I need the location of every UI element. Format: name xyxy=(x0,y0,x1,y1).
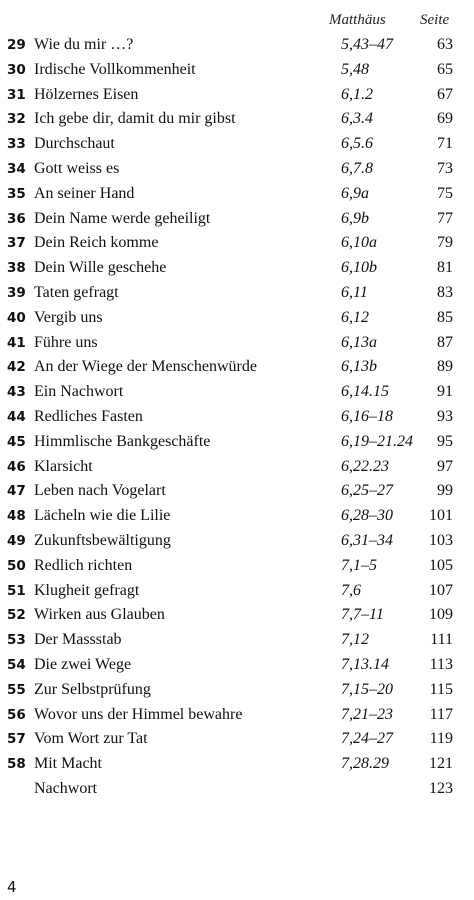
entry-reference: 7,21–23 xyxy=(341,705,393,723)
toc-entry xyxy=(0,358,474,383)
entry-page: 99 xyxy=(437,482,453,500)
entry-page: 67 xyxy=(437,85,453,103)
entry-page: 117 xyxy=(429,705,453,723)
entry-title: Zukunftsbewältigung xyxy=(34,531,171,549)
entry-number: 42 xyxy=(7,359,26,376)
entry-page: 63 xyxy=(437,36,453,53)
toc-entry xyxy=(0,160,474,185)
entry-title: Dein Wille geschehe xyxy=(34,259,167,277)
entry-number: 30 xyxy=(7,61,26,78)
entry-reference: 7,13.14 xyxy=(341,655,389,673)
entry-number: 46 xyxy=(7,458,26,475)
entry-page: 87 xyxy=(437,333,453,351)
toc-entry xyxy=(0,755,474,780)
entry-reference: 6,14.15 xyxy=(341,383,389,401)
entry-page: 71 xyxy=(437,135,453,153)
entry-reference: 7,7–11 xyxy=(341,606,384,624)
entry-reference: 7,6 xyxy=(341,581,361,599)
column-header-matthaeus: Matthäus xyxy=(329,12,386,28)
entry-title: Klarsicht xyxy=(34,457,93,475)
entry-page: 79 xyxy=(437,234,453,252)
toc-entry xyxy=(0,730,474,755)
toc-entry xyxy=(0,681,474,706)
entry-number: 36 xyxy=(7,210,26,227)
entry-title: Zur Selbstprüfung xyxy=(34,680,151,698)
entry-page: 73 xyxy=(437,159,453,177)
entry-title: An der Wiege der Menschenwürde xyxy=(34,358,257,376)
entry-page: 83 xyxy=(437,283,453,301)
entry-reference: 7,28.29 xyxy=(341,755,389,773)
entry-reference: 6,9a xyxy=(341,184,369,202)
entry-title: Taten gefragt xyxy=(34,283,119,301)
entry-number: 47 xyxy=(7,483,26,500)
entry-number: 32 xyxy=(7,111,26,128)
entry-number: 57 xyxy=(7,731,26,748)
entry-number: 45 xyxy=(7,433,26,450)
entry-number: 37 xyxy=(7,235,26,252)
entry-reference: 5,48 xyxy=(341,60,369,78)
entry-reference: 6,16–18 xyxy=(341,407,393,425)
entry-page: 107 xyxy=(429,581,453,599)
entry-page: 91 xyxy=(437,383,453,401)
entry-title: Der Massstab xyxy=(34,631,122,649)
entry-title: Irdische Vollkommenheit xyxy=(34,60,196,78)
entry-title: Dein Reich komme xyxy=(34,234,159,252)
entry-number: 51 xyxy=(7,582,26,599)
toc-entry xyxy=(0,458,474,483)
entry-title: Vom Wort zur Tat xyxy=(34,730,148,748)
entry-title: An seiner Hand xyxy=(34,184,135,202)
entry-reference: 6,28–30 xyxy=(341,507,393,525)
entry-title: Ein Nachwort xyxy=(34,383,124,401)
toc-entry xyxy=(0,210,474,235)
toc-entry xyxy=(0,61,474,86)
toc-entry xyxy=(0,482,474,507)
toc-entry xyxy=(0,706,474,731)
toc-entry xyxy=(0,185,474,210)
entry-title: Klugheit gefragt xyxy=(34,581,140,599)
table-of-contents xyxy=(0,36,474,805)
entry-reference: 7,1–5 xyxy=(341,556,377,574)
entry-page: 95 xyxy=(437,432,453,450)
entry-reference: 6,3.4 xyxy=(341,110,373,128)
entry-page: 101 xyxy=(429,507,453,525)
entry-title: Nachwort xyxy=(34,779,98,797)
entry-number: 50 xyxy=(7,557,26,574)
entry-number: 56 xyxy=(7,706,26,723)
entry-title: Dein Name werde geheiligt xyxy=(34,209,211,227)
entry-number: 34 xyxy=(7,160,26,177)
entry-title: Führe uns xyxy=(34,333,98,351)
entry-reference: 6,12 xyxy=(341,308,369,326)
entry-title: Gott weiss es xyxy=(34,159,120,177)
entry-title: Hölzernes Eisen xyxy=(34,85,139,103)
entry-reference: 6,11 xyxy=(341,283,368,301)
entry-number: 58 xyxy=(7,756,26,773)
entry-page: 113 xyxy=(429,655,453,673)
entry-reference: 6,13b xyxy=(341,358,377,376)
entry-number: 40 xyxy=(7,309,26,326)
entry-page: 123 xyxy=(429,779,453,797)
toc-entry xyxy=(0,606,474,631)
toc-entry xyxy=(0,135,474,160)
entry-number: 39 xyxy=(7,284,26,301)
entry-page: 103 xyxy=(429,531,453,549)
entry-reference: 6,7.8 xyxy=(341,159,373,177)
page-number: 4 xyxy=(7,878,17,896)
entry-title: Wirken aus Glauben xyxy=(34,606,165,624)
entry-title: Ich gebe dir, damit du mir gibst xyxy=(34,110,236,128)
entry-title: Redliches Fasten xyxy=(34,407,143,425)
entry-page: 93 xyxy=(437,407,453,425)
toc-entry xyxy=(0,383,474,408)
entry-number: 38 xyxy=(7,260,26,277)
entry-page: 65 xyxy=(437,60,453,78)
entry-page: 121 xyxy=(429,755,453,773)
entry-reference: 6,9b xyxy=(341,209,369,227)
entry-page: 119 xyxy=(429,730,453,748)
entry-reference: 6,19–21.24 xyxy=(341,432,413,450)
entry-title: Vergib uns xyxy=(34,308,103,326)
column-header-seite: Seite xyxy=(420,12,450,28)
entry-page: 105 xyxy=(429,556,453,574)
entry-page: 75 xyxy=(437,184,453,202)
entry-number: 48 xyxy=(7,508,26,525)
toc-entry xyxy=(0,532,474,557)
entry-number: 49 xyxy=(7,532,26,549)
entry-number: 35 xyxy=(7,185,26,202)
toc-entry xyxy=(0,557,474,582)
entry-page: 85 xyxy=(437,308,453,326)
entry-page: 69 xyxy=(437,110,453,128)
entry-reference: 6,1.2 xyxy=(341,85,373,103)
entry-number: 33 xyxy=(7,136,26,153)
entry-title: Mit Macht xyxy=(34,755,102,773)
toc-entry xyxy=(0,36,474,61)
entry-reference: 6,10a xyxy=(341,234,377,252)
entry-title: Lächeln wie die Lilie xyxy=(34,507,171,525)
entry-number: 43 xyxy=(7,384,26,401)
toc-entry xyxy=(0,334,474,359)
entry-number: 55 xyxy=(7,681,26,698)
toc-entry xyxy=(0,433,474,458)
toc-entry xyxy=(0,259,474,284)
entry-title: Durchschaut xyxy=(34,135,115,153)
entry-title: Wovor uns der Himmel bewahre xyxy=(34,705,243,723)
entry-reference: 6,25–27 xyxy=(341,482,393,500)
entry-number: 54 xyxy=(7,656,26,673)
entry-reference: 6,10b xyxy=(341,259,377,277)
toc-entry xyxy=(0,780,474,805)
toc-entry xyxy=(0,309,474,334)
toc-entry xyxy=(0,408,474,433)
toc-entry xyxy=(0,507,474,532)
entry-page: 111 xyxy=(430,631,453,649)
toc-entry xyxy=(0,656,474,681)
entry-number: 44 xyxy=(7,408,26,425)
entry-title: Himmlische Bankgeschäfte xyxy=(34,432,211,450)
entry-reference: 6,13a xyxy=(341,333,377,351)
entry-reference: 7,24–27 xyxy=(341,730,393,748)
entry-number: 31 xyxy=(7,86,26,103)
toc-entry xyxy=(0,110,474,135)
toc-entry xyxy=(0,234,474,259)
entry-reference: 7,12 xyxy=(341,631,369,649)
entry-title: Leben nach Vogelart xyxy=(34,482,166,500)
entry-page: 97 xyxy=(437,457,453,475)
entry-title: Redlich richten xyxy=(34,556,133,574)
entry-reference: 6,31–34 xyxy=(341,531,393,549)
entry-number: 53 xyxy=(7,632,26,649)
entry-page: 89 xyxy=(437,358,453,376)
entry-reference: 6,22.23 xyxy=(341,457,389,475)
toc-entry xyxy=(0,86,474,111)
entry-reference: 5,43–47 xyxy=(341,36,393,53)
entry-number: 29 xyxy=(7,37,26,53)
entry-reference: 7,15–20 xyxy=(341,680,393,698)
toc-entry xyxy=(0,284,474,309)
toc-entry xyxy=(0,631,474,656)
entry-page: 115 xyxy=(429,680,453,698)
toc-entry xyxy=(0,582,474,607)
entry-page: 81 xyxy=(437,259,453,277)
entry-number: 52 xyxy=(7,607,26,624)
entry-title: Wie du mir …? xyxy=(34,36,134,53)
entry-reference: 6,5.6 xyxy=(341,135,373,153)
entry-page: 77 xyxy=(437,209,453,227)
entry-title: Die zwei Wege xyxy=(34,655,132,673)
entry-number: 41 xyxy=(7,334,26,351)
entry-page: 109 xyxy=(429,606,453,624)
